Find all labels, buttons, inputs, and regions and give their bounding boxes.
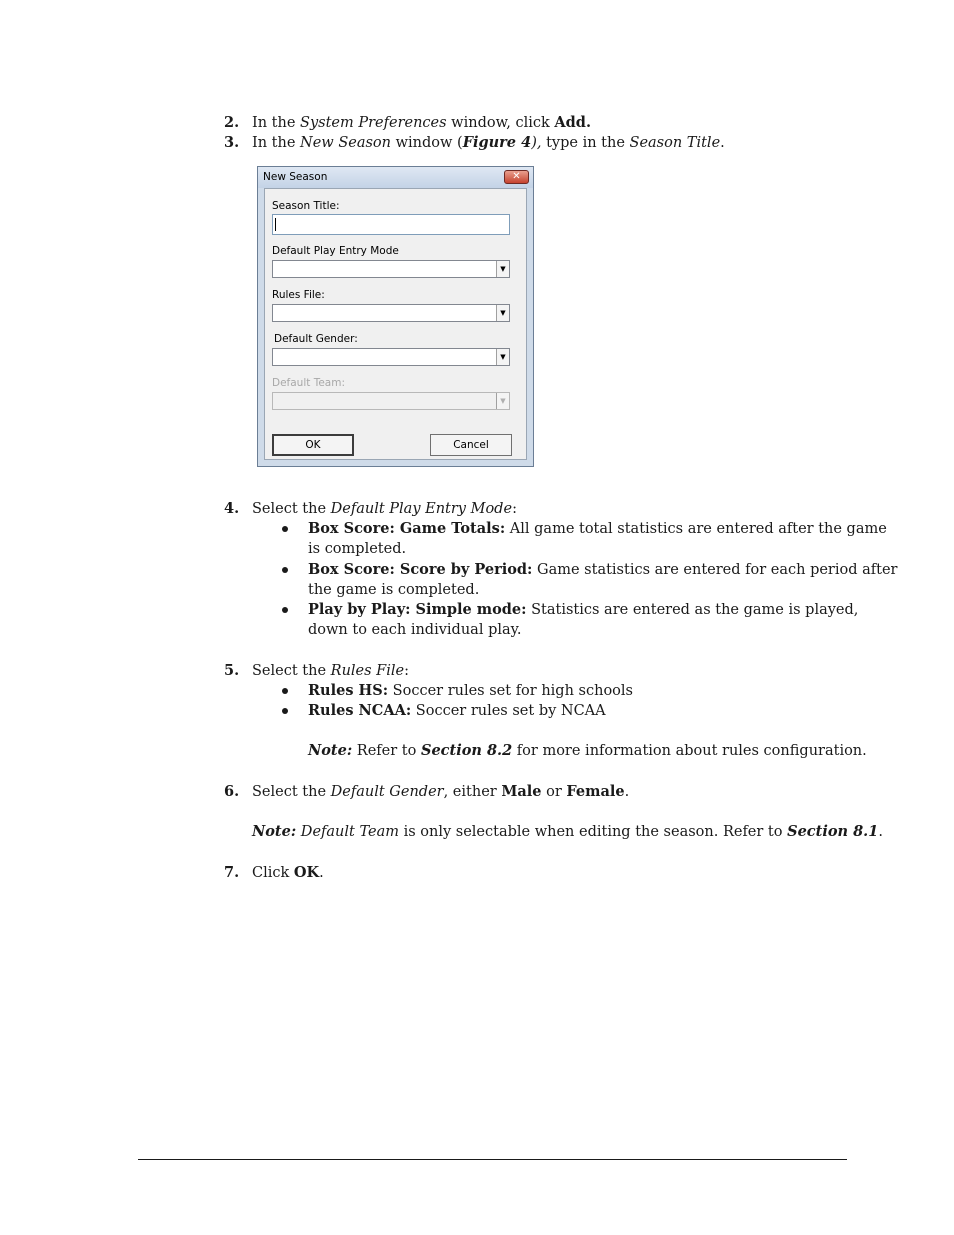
step-number: 6. xyxy=(224,783,240,800)
play-entry-mode-label: Default Play Entry Mode xyxy=(272,245,399,257)
bullet-icon xyxy=(281,687,289,695)
list-item: Box Score: Score by Period: Game statistics are entered for each period after xyxy=(308,561,898,578)
step-number: 5. xyxy=(224,662,240,679)
step-text: In the New Season window (Figure 4), type in the Season Title. xyxy=(252,134,725,151)
list-item: Rules HS: Soccer rules set for high schools xyxy=(308,682,633,699)
step-text: Select the Default Play Entry Mode: xyxy=(252,501,517,517)
text-caret xyxy=(275,218,276,231)
chevron-down-icon[interactable]: ▼ xyxy=(496,349,509,365)
list-item: Play by Play: Simple mode: Statistics are entered as the game is played, xyxy=(308,601,859,618)
step-number: 3. xyxy=(224,134,240,151)
default-team-label: Default Team: xyxy=(272,377,345,389)
ok-button[interactable]: OK xyxy=(272,434,354,456)
rules-file-label: Rules File: xyxy=(272,289,325,301)
dialog-title: New Season xyxy=(263,171,328,183)
default-gender-label: Default Gender: xyxy=(274,333,358,345)
bullet-icon xyxy=(281,566,289,574)
list-item-continuation: is completed. xyxy=(308,541,407,557)
step-text: Select the Default Gender, either Male or Female. xyxy=(252,783,630,800)
season-title-input[interactable] xyxy=(272,214,510,235)
dialog-body xyxy=(264,188,527,460)
note: Note: Default Team is only selectable when editing the season. Refer to Section 8.1. xyxy=(252,823,883,840)
rules-file-select[interactable] xyxy=(272,304,510,322)
footer-divider xyxy=(138,1159,847,1160)
chevron-down-icon: ▼ xyxy=(496,393,509,409)
list-item: Rules NCAA: Soccer rules set by NCAA xyxy=(308,702,606,719)
note: Note: Refer to Section 8.2 for more information about rules configuration. xyxy=(308,742,867,759)
chevron-down-icon[interactable]: ▼ xyxy=(496,305,509,321)
default-gender-select[interactable] xyxy=(272,348,510,366)
bullet-icon xyxy=(281,707,289,715)
dialog-titlebar[interactable] xyxy=(258,167,533,188)
step-number: 4. xyxy=(224,500,240,517)
close-button[interactable]: ✕ xyxy=(504,170,529,184)
step-text: Select the Rules File: xyxy=(252,663,409,679)
step-text: Click OK. xyxy=(252,864,324,881)
list-item: Box Score: Game Totals: All game total statistics are entered after the game xyxy=(308,520,887,537)
cancel-button[interactable]: Cancel xyxy=(430,434,512,456)
list-item-continuation: the game is completed. xyxy=(308,582,480,598)
bullet-icon xyxy=(281,525,289,533)
bullet-icon xyxy=(281,606,289,614)
chevron-down-icon[interactable]: ▼ xyxy=(496,261,509,277)
list-item-continuation: down to each individual play. xyxy=(308,622,522,638)
play-entry-mode-select[interactable] xyxy=(272,260,510,278)
step-text: In the System Preferences window, click Add. xyxy=(252,114,591,131)
new-season-dialog xyxy=(257,166,534,467)
step-number: 7. xyxy=(224,864,240,881)
step-number: 2. xyxy=(224,114,240,131)
default-team-select xyxy=(272,392,510,410)
season-title-label: Season Title: xyxy=(272,200,340,212)
